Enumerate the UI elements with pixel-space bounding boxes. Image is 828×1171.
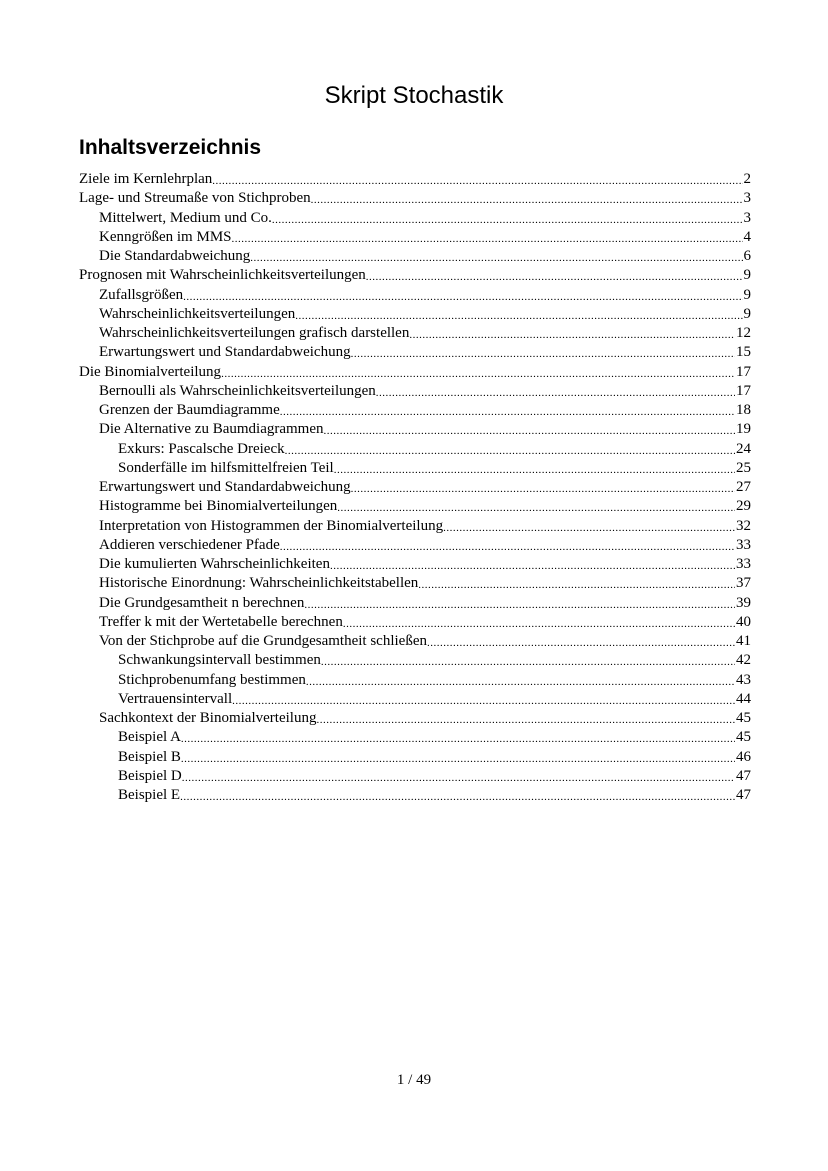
toc-entry-label: Exkurs: Pascalsche Dreieck bbox=[118, 440, 285, 457]
toc-entry-label: Wahrscheinlichkeitsverteilungen grafisch darstellen bbox=[99, 325, 410, 341]
toc-entry[interactable] bbox=[79, 343, 751, 362]
page-number: 1 / 49 bbox=[396, 1072, 432, 1088]
toc-entry[interactable] bbox=[79, 613, 751, 632]
toc-entry[interactable] bbox=[79, 266, 751, 285]
document-title: Skript Stochastik bbox=[324, 82, 504, 109]
toc-entry[interactable] bbox=[79, 671, 751, 690]
dot-leader bbox=[180, 786, 735, 805]
toc-entry-label: Vertrauensintervall bbox=[118, 690, 233, 707]
toc-entry[interactable] bbox=[79, 728, 751, 747]
toc-entry-label: Sonderfälle im hilfsmittelfreien Teil bbox=[118, 459, 334, 476]
toc-entry-page: 37 bbox=[736, 575, 751, 592]
toc-entry-page: 19 bbox=[736, 421, 751, 438]
toc-entry[interactable] bbox=[79, 209, 751, 228]
toc-entry-page: 42 bbox=[736, 652, 751, 669]
toc-entry[interactable] bbox=[79, 690, 751, 709]
toc-entry-label: Die Binomialverteilung bbox=[79, 363, 222, 380]
toc-entry-page: 46 bbox=[736, 748, 751, 765]
dot-leader bbox=[295, 305, 742, 324]
toc-entry[interactable] bbox=[79, 594, 751, 613]
toc-entry-page: 29 bbox=[736, 498, 751, 515]
toc-entry-label: Die Grundgesamtheit n berechnen bbox=[99, 594, 305, 611]
toc-entry-label: Mittelwert, Medium und Co. bbox=[99, 209, 272, 226]
toc-entry-page: 3 bbox=[743, 190, 751, 207]
toc-entry-page: 6 bbox=[743, 248, 751, 264]
toc-entry-page: 12 bbox=[736, 325, 751, 341]
toc-entry-page: 45 bbox=[736, 729, 751, 746]
toc-entry-label: Wahrscheinlichkeitsverteilungen bbox=[99, 305, 296, 322]
toc-entry-page: 9 bbox=[743, 286, 751, 303]
dot-leader bbox=[427, 632, 735, 651]
toc-entry-label: Beispiel D bbox=[118, 767, 182, 784]
toc-entry[interactable] bbox=[79, 574, 751, 593]
toc-entry-label: Historische Einordnung: Wahrscheinlichkeitstabellen bbox=[99, 575, 419, 592]
toc-entry[interactable] bbox=[79, 536, 751, 555]
toc-entry[interactable] bbox=[79, 767, 751, 786]
toc-entry[interactable] bbox=[79, 709, 751, 728]
toc-entry-label: Addieren verschiedener Pfade bbox=[99, 536, 280, 553]
toc-entry[interactable] bbox=[79, 632, 751, 651]
toc-entry[interactable] bbox=[79, 247, 751, 266]
toc-entry[interactable] bbox=[79, 651, 751, 670]
toc-entry-page: 18 bbox=[736, 402, 751, 418]
toc-entry-page: 4 bbox=[743, 228, 751, 245]
toc-entry-page: 17 bbox=[736, 363, 751, 380]
toc-entry-page: 39 bbox=[736, 594, 751, 611]
toc-entry-page: 47 bbox=[736, 787, 751, 803]
dot-leader bbox=[334, 459, 735, 478]
toc-entry[interactable] bbox=[79, 286, 751, 305]
toc-entry-label: Die Standardabweichung bbox=[99, 248, 251, 264]
toc-entry-label: Beispiel E bbox=[118, 787, 181, 803]
dot-leader bbox=[285, 440, 735, 459]
dot-leader bbox=[183, 286, 742, 305]
toc-entry-page: 44 bbox=[736, 690, 751, 707]
toc-entry-page: 25 bbox=[736, 459, 751, 476]
dot-leader bbox=[311, 189, 743, 208]
toc-entry-label: Stichprobenumfang bestimmen bbox=[118, 671, 306, 688]
dot-leader bbox=[324, 420, 735, 439]
dot-leader bbox=[366, 266, 743, 285]
toc-entry-page: 40 bbox=[736, 613, 751, 630]
toc-entry-label: Lage- und Streumaße von Stichproben bbox=[79, 190, 311, 207]
toc-entry-page: 17 bbox=[736, 382, 751, 399]
dot-leader bbox=[316, 709, 735, 728]
dot-leader bbox=[250, 247, 742, 266]
toc-entry-label: Bernoulli als Wahrscheinlichkeitsverteilungen bbox=[99, 382, 376, 399]
toc-entry-label: Ziele im Kernlehrplan bbox=[79, 171, 213, 187]
toc-entry-label: Interpretation von Histogrammen der Binomialverteilung bbox=[99, 517, 444, 534]
toc-entry-page: 43 bbox=[736, 671, 751, 688]
dot-leader bbox=[443, 517, 735, 536]
toc-heading: Inhaltsverzeichnis bbox=[79, 136, 262, 159]
toc-entry[interactable] bbox=[79, 497, 751, 516]
dot-leader bbox=[337, 497, 735, 516]
toc-entry[interactable] bbox=[79, 786, 751, 805]
dot-leader bbox=[212, 170, 742, 189]
toc-entry[interactable] bbox=[79, 305, 751, 324]
toc-entry-page: 33 bbox=[736, 536, 751, 553]
toc-entry-label: Prognosen mit Wahrscheinlichkeitsverteilungen bbox=[79, 267, 366, 284]
dot-leader bbox=[272, 209, 743, 228]
toc-entry[interactable] bbox=[79, 478, 751, 497]
toc-entry[interactable] bbox=[79, 420, 751, 439]
toc-entry-page: 9 bbox=[743, 267, 751, 284]
dot-leader bbox=[221, 363, 735, 382]
toc-entry[interactable] bbox=[79, 748, 751, 767]
toc-entry-page: 33 bbox=[736, 556, 751, 572]
dot-leader bbox=[321, 651, 735, 670]
dot-leader bbox=[182, 767, 735, 786]
dot-leader bbox=[232, 228, 743, 247]
toc-entry-label: Treffer k mit der Wertetabelle berechnen bbox=[99, 613, 343, 630]
toc-entry[interactable] bbox=[79, 228, 751, 247]
toc-entry-page: 9 bbox=[743, 305, 751, 322]
toc-entry-label: Die Alternative zu Baumdiagrammen bbox=[99, 421, 324, 438]
toc-entry-label: Histogramme bei Binomialverteilungen bbox=[99, 498, 338, 515]
toc-entry-label: Von der Stichprobe auf die Grundgesamtheit schließen bbox=[99, 633, 427, 649]
dot-leader bbox=[232, 690, 735, 709]
dot-leader bbox=[418, 574, 735, 593]
toc-entry-page: 45 bbox=[736, 710, 751, 726]
toc-entry[interactable] bbox=[79, 401, 751, 420]
toc-entry[interactable] bbox=[79, 382, 751, 401]
toc-entry-page: 15 bbox=[736, 344, 751, 361]
toc-entry-label: Erwartungswert und Standardabweichung bbox=[99, 344, 351, 361]
dot-leader bbox=[181, 728, 735, 747]
toc-entry[interactable] bbox=[79, 363, 751, 382]
toc-entry-label: Erwartungswert und Standardabweichung bbox=[99, 479, 351, 495]
toc-entry-page: 27 bbox=[736, 479, 751, 495]
dot-leader bbox=[376, 382, 735, 401]
dot-leader bbox=[280, 536, 735, 555]
dot-leader bbox=[343, 613, 735, 632]
toc-entry[interactable] bbox=[79, 324, 751, 343]
dot-leader bbox=[351, 478, 735, 497]
toc-entry-page: 41 bbox=[736, 633, 751, 649]
toc-entry-label: Kenngrößen im MMS bbox=[99, 228, 232, 245]
dot-leader bbox=[304, 594, 735, 613]
toc-entry-label: Schwankungsintervall bestimmen bbox=[118, 652, 321, 669]
toc-entry-label: Beispiel A bbox=[118, 729, 181, 746]
toc-entry-label: Die kumulierten Wahrscheinlichkeiten bbox=[99, 556, 330, 572]
toc-entry-label: Sachkontext der Binomialverteilung bbox=[99, 710, 317, 726]
toc-entry[interactable] bbox=[79, 189, 751, 208]
dot-leader bbox=[351, 343, 735, 362]
toc-entry[interactable] bbox=[79, 459, 751, 478]
table-of-contents bbox=[79, 170, 751, 805]
toc-entry-label: Grenzen der Baumdiagramme bbox=[99, 402, 280, 418]
toc-entry[interactable] bbox=[79, 440, 751, 459]
dot-leader bbox=[280, 401, 735, 420]
dot-leader bbox=[330, 555, 735, 574]
toc-entry-label: Zufallsgrößen bbox=[99, 286, 184, 303]
toc-entry-label: Beispiel B bbox=[118, 748, 181, 765]
toc-entry-page: 47 bbox=[736, 767, 751, 784]
toc-entry-page: 2 bbox=[743, 171, 751, 187]
toc-entry-page: 3 bbox=[743, 209, 751, 226]
toc-entry[interactable] bbox=[79, 517, 751, 536]
toc-entry-page: 32 bbox=[736, 517, 751, 534]
toc-entry[interactable] bbox=[79, 555, 751, 574]
dot-leader bbox=[306, 671, 735, 690]
dot-leader bbox=[409, 324, 735, 343]
toc-entry[interactable] bbox=[79, 170, 751, 189]
toc-entry-page: 24 bbox=[736, 440, 751, 457]
dot-leader bbox=[181, 748, 735, 767]
